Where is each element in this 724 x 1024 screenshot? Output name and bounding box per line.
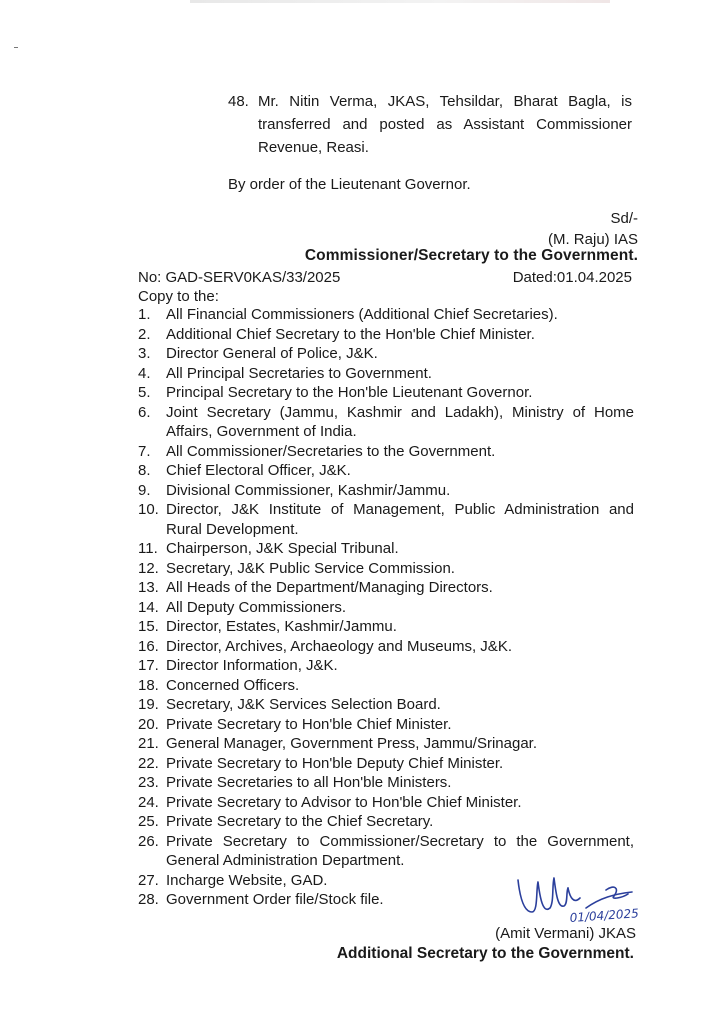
copy-to-item-number: 13. [138, 579, 159, 596]
copy-to-item-number: 20. [138, 715, 159, 733]
copy-to-item-text: Private Secretaries to all Hon'ble Ministers. [166, 774, 452, 791]
signatory-block [548, 208, 638, 250]
scan-edge-line [190, 0, 610, 3]
copy-to-item-text: Secretary, J&K Public Service Commission. [166, 559, 455, 577]
copy-to-item-text: Chief Electoral Officer, J&K. [166, 462, 351, 479]
copy-to-item [138, 695, 634, 715]
copy-to-item [138, 403, 634, 442]
copy-to-item-number: 1. [138, 306, 151, 323]
copy-to-item-number: 19. [138, 696, 159, 713]
copy-to-item-number: 15. [138, 618, 159, 635]
reference-line [138, 269, 632, 286]
copy-to-item-text: Private Secretary to Hon'ble Deputy Chief Minister. [166, 754, 504, 772]
copy-to-item-text: Director, Estates, Kashmir/Jammu. [166, 618, 397, 635]
copy-to-item-number: 6. [138, 403, 151, 421]
copy-to-item-text: Director, Archives, Archaeology and Museums, J&K. [166, 637, 512, 655]
copy-to-item [138, 676, 634, 696]
copy-to-item-number: 28. [138, 891, 159, 908]
sd-mark: Sd/- [610, 210, 638, 227]
signature-date: 01/04/2025 [569, 906, 640, 925]
signatory-name: (M. Raju) IAS [547, 231, 638, 248]
copy-to-item-text: Director Information, J&K. [166, 657, 338, 674]
copy-to-item-text: Private Secretary to Commissioner/Secretary to the Government, General Administration Department. [166, 832, 634, 869]
copy-to-item [138, 325, 634, 345]
copy-to-item-text: Private Secretary to Hon'ble Chief Minister. [166, 715, 452, 733]
copy-to-item-text: Additional Chief Secretary to the Hon'ble Chief Minister. [166, 325, 535, 343]
copy-to-item-text: All Commissioner/Secretaries to the Government. [166, 442, 496, 460]
copy-to-item-text: Joint Secretary (Jammu, Kashmir and Ladakh), Ministry of Home Affairs, Government of India. [166, 403, 634, 440]
copy-to-item-number: 4. [138, 364, 151, 382]
order-item-48 [228, 90, 632, 159]
copy-to-item-number: 7. [138, 442, 151, 460]
copy-to-item-text: Government Order file/Stock file. [166, 891, 384, 908]
reference-date: Dated:01.04.2025 [512, 269, 632, 286]
copy-to-item-number: 17. [138, 657, 159, 674]
order-item-number: 48. [228, 93, 249, 110]
copy-to-item-text: Divisional Commissioner, Kashmir/Jammu. [166, 481, 451, 499]
copy-to-item [138, 656, 634, 676]
copy-to-item [138, 734, 634, 754]
copy-to-item-text: General Manager, Government Press, Jammu/Srinagar. [166, 735, 538, 752]
copy-to-item-number: 26. [138, 832, 159, 850]
copy-to-item-number: 12. [138, 559, 159, 577]
copy-to-item-text: Private Secretary to Advisor to Hon'ble Chief Minister. [166, 793, 522, 811]
copy-to-item [138, 383, 634, 403]
copy-to-item [138, 344, 634, 364]
reference-number: No: GAD-SERV0KAS/33/2025 [138, 269, 341, 286]
copy-to-item [138, 832, 634, 871]
copy-to-item-number: 9. [138, 481, 151, 499]
copy-to-item-number: 21. [138, 735, 159, 752]
copy-to-item-number: 11. [138, 540, 158, 557]
copy-to-item-text: Concerned Officers. [166, 676, 300, 694]
copy-to-item-number: 25. [138, 813, 159, 830]
copy-to-item [138, 812, 634, 832]
copy-to-item-number: 10. [138, 501, 159, 518]
copy-to-item-number: 16. [138, 637, 159, 655]
copy-to-item-text: Incharge Website, GAD. [166, 871, 328, 889]
copy-to-item-text: Chairperson, J&K Special Tribunal. [166, 540, 399, 557]
copy-to-item-number: 8. [138, 462, 151, 479]
copy-to-item [138, 793, 634, 813]
copy-to-item-text: Principal Secretary to the Hon'ble Lieutenant Governor. [166, 384, 533, 401]
copy-to-item-text: All Principal Secretaries to Government. [166, 364, 432, 382]
copy-to-item [138, 461, 634, 481]
copy-to-item-number: 23. [138, 774, 159, 791]
copy-to-item-text: All Deputy Commissioners. [166, 598, 347, 616]
copy-to-item [138, 442, 634, 462]
copy-to-item-text: All Financial Commissioners (Additional Chief Secretaries). [166, 306, 558, 323]
copy-to-item [138, 617, 634, 637]
copy-to-item [138, 773, 634, 793]
signatory-designation: Commissioner/Secretary to the Government. [304, 247, 638, 264]
copy-to-item [138, 559, 634, 579]
attesting-officer-name: (Amit Vermani) JKAS [495, 925, 636, 942]
copy-to-item [138, 539, 634, 559]
by-order-line: By order of the Lieutenant Governor. [228, 176, 471, 193]
copy-to-item [138, 754, 634, 774]
copy-to-item [138, 598, 634, 618]
copy-to-item-number: 3. [138, 345, 151, 362]
copy-to-item-text: Private Secretary to the Chief Secretary. [166, 813, 434, 830]
attesting-officer-designation: Additional Secretary to the Government. [336, 945, 634, 962]
copy-to-item [138, 364, 634, 384]
order-item-text: Mr. Nitin Verma, JKAS, Tehsildar, Bharat Bagla, is transferred and posted as Assistant Commissioner Revenue, Reasi. [258, 93, 632, 156]
copy-to-item [138, 305, 634, 325]
copy-to-item [138, 637, 634, 657]
copy-to-item-text: All Heads of the Department/Managing Directors. [166, 579, 493, 596]
copy-to-item-number: 2. [138, 325, 151, 343]
copy-to-item-text: Secretary, J&K Services Selection Board. [166, 696, 441, 713]
copy-to-item [138, 715, 634, 735]
copy-to-item-number: 14. [138, 598, 159, 616]
copy-to-item-number: 24. [138, 793, 159, 811]
copy-to-item [138, 578, 634, 598]
copy-to-item [138, 500, 634, 539]
copy-to-item [138, 481, 634, 501]
copy-to-heading: Copy to the: [138, 288, 219, 305]
copy-to-item-text: Director General of Police, J&K. [166, 345, 378, 362]
copy-to-list [138, 305, 634, 910]
copy-to-item-text: Director, J&K Institute of Management, Public Administration and Rural Development. [166, 501, 634, 538]
copy-to-item-number: 5. [138, 384, 151, 401]
copy-to-item-number: 22. [138, 754, 159, 772]
scan-mark [14, 47, 18, 48]
copy-to-item-number: 18. [138, 676, 159, 694]
copy-to-item-number: 27. [138, 871, 159, 889]
